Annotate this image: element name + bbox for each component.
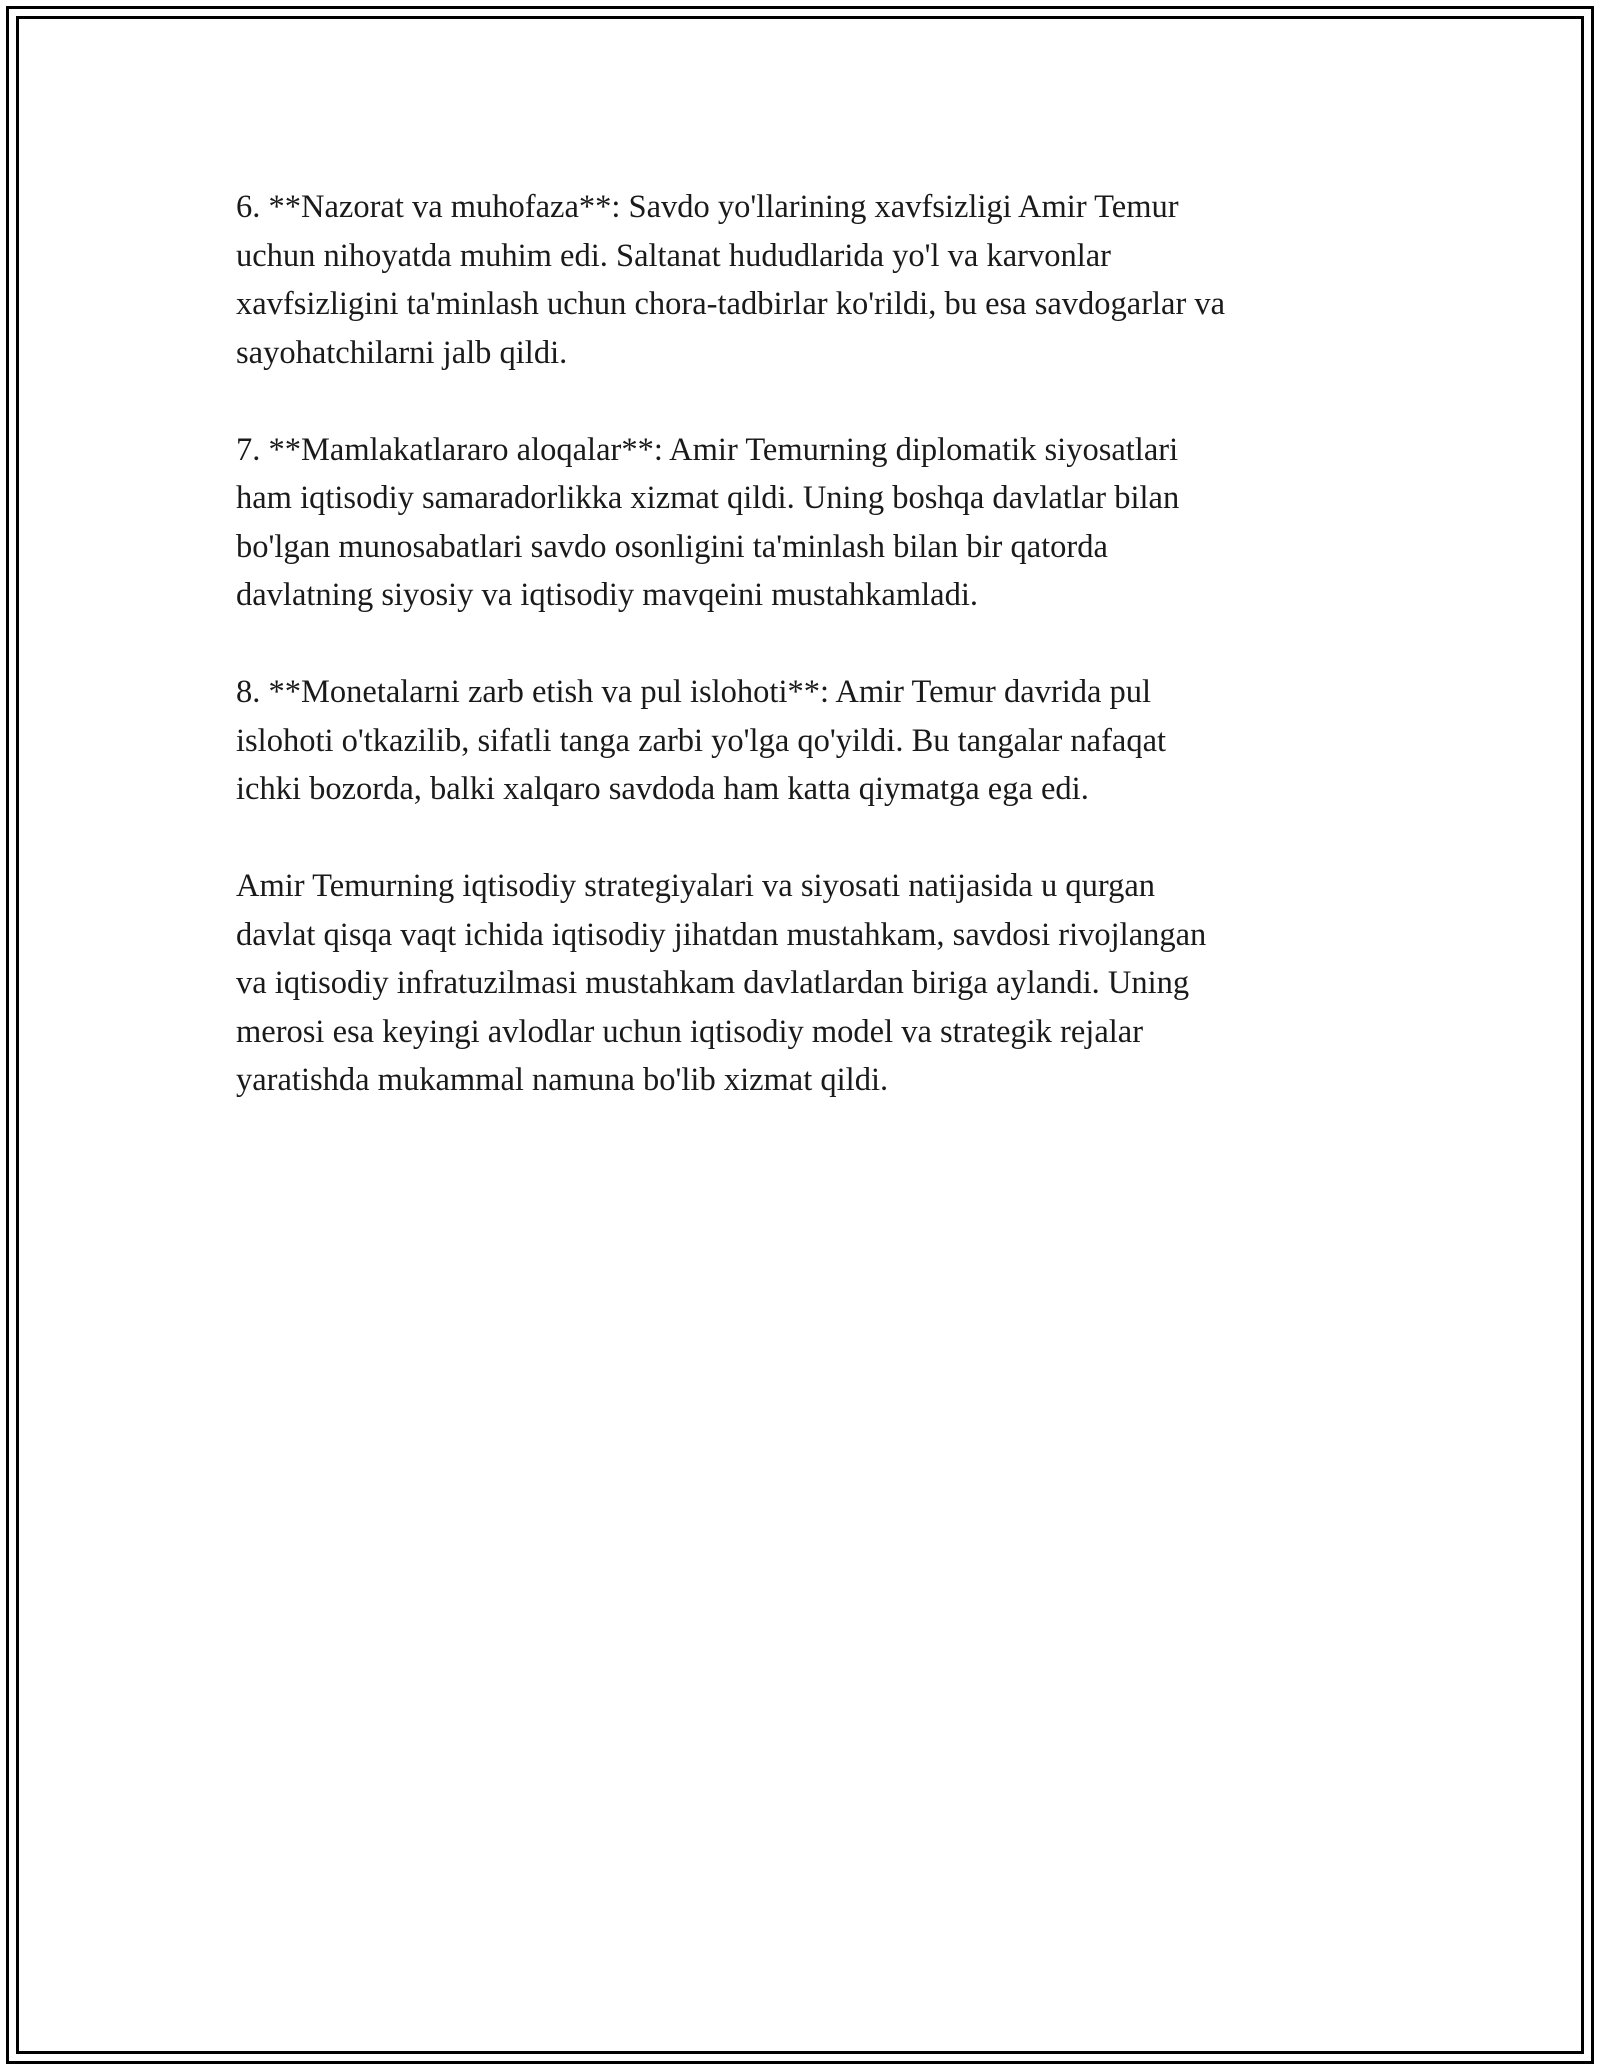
text-line: ham iqtisodiy samaradorlikka xizmat qildi. Uning boshqa davlatlar bilan [236,480,1180,516]
text-line: xavfsizligini ta'minlash uchun chora-tadbirlar ko'rildi, bu esa savdogarlar va [236,286,1226,322]
document-body [236,183,1366,1153]
text-line: 8. **Monetalarni zarb etish va pul islohoti**: Amir Temur davrida pul [236,674,1152,710]
text-line: uchun nihoyatda muhim edi. Saltanat hududlarida yo'l va karvonlar [236,237,1112,274]
text-line: 7. **Mamlakatlararo aloqalar**: Amir Temurning diplomatik siyosatlari [236,431,1179,468]
text-line: merosi esa keyingi avlodlar uchun iqtisodiy model va strategik rejalar [236,1013,1144,1050]
text-line: ichki bozorda, balki xalqaro savdoda ham katta qiymatga ega edi. [236,771,1089,807]
text-line: Amir Temurning iqtisodiy strategiyalari va siyosati natijasida u qurgan [236,868,1155,904]
text-line: 6. **Nazorat va muhofaza**: Savdo yo'llarining xavfsizligi Amir Temur [236,189,1179,225]
text-line: davlat qisqa vaqt ichida iqtisodiy jihatdan mustahkam, savdosi rivojlangan [236,916,1207,953]
text-line: sayohatchilarni jalb qildi. [236,334,568,371]
paragraph-monetalarni-zarb-etish [236,668,1366,814]
text-line: davlatning siyosiy va iqtisodiy mavqeini mustahkamladi. [236,577,978,613]
paragraph-mamlakatlararo-aloqalar [236,426,1366,620]
text-line: islohoti o'tkazilib, sifatli tanga zarbi yo'lga qo'yildi. Bu tangalar nafaqat [236,722,1167,759]
text-line: va iqtisodiy infratuzilmasi mustahkam davlatlardan biriga aylandi. Uning [236,965,1190,1001]
text-line: yaratishda mukammal namuna bo'lib xizmat qildi. [236,1062,889,1098]
paragraph-nazorat-va-muhofaza [236,183,1366,377]
paragraph-conclusion [236,862,1366,1105]
text-line: bo'lgan munosabatlari savdo osonligini ta'minlash bilan bir qatorda [236,528,1108,565]
